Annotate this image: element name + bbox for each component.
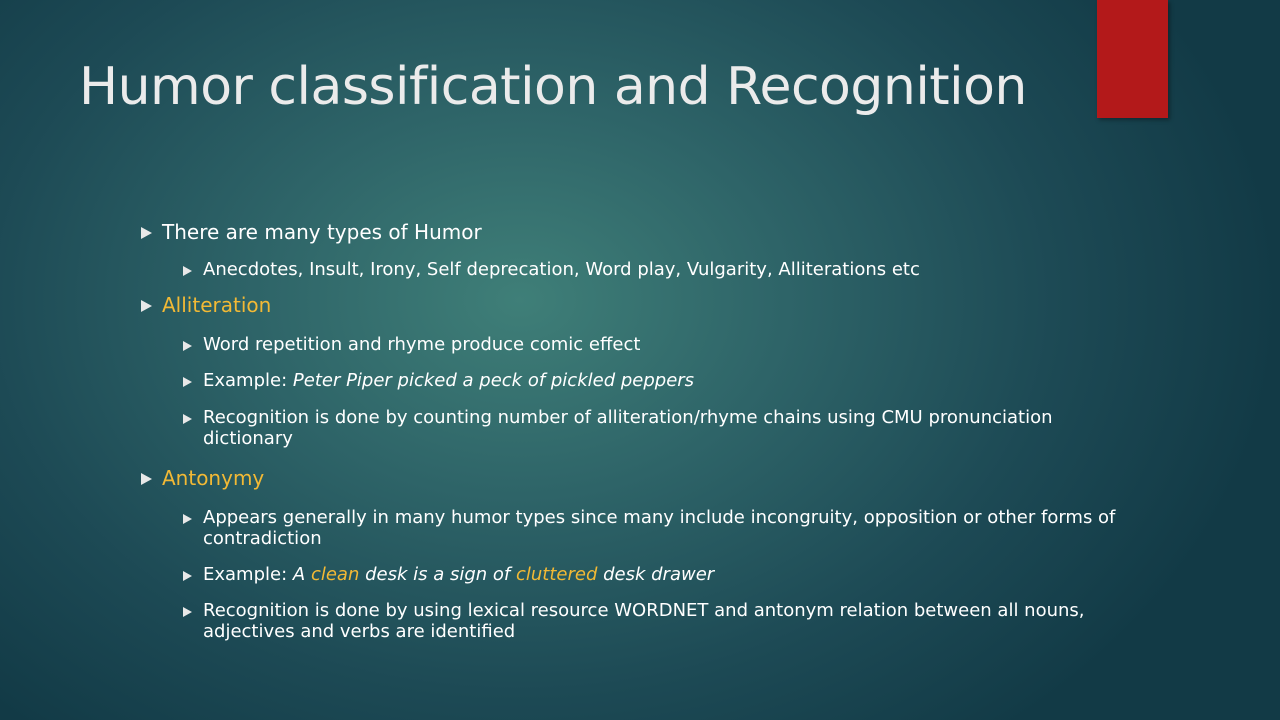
bullet-arrow-icon — [183, 414, 192, 424]
bullet-humor-types — [141, 219, 482, 245]
bullet-alliteration — [141, 292, 271, 318]
bullet-arrow-icon — [183, 341, 192, 351]
bullet-text: Recognition is done by using lexical resource WORDNET and antonym relation between all nouns, adjectives and verbs are identified — [203, 600, 1085, 642]
sub-bullet-humor-list — [183, 259, 1143, 280]
example-part: desk is a sign of — [359, 564, 516, 585]
bullet-arrow-icon — [183, 377, 192, 387]
bullet-text — [203, 370, 694, 391]
example-prefix: Example: — [203, 564, 293, 585]
example-sentence: Peter Piper picked a peck of pickled peppers — [292, 370, 695, 391]
slide-title: Humor classification and Recognition — [79, 57, 1027, 117]
sub-bullet-alliteration-recognition — [183, 407, 1143, 449]
sub-bullet-antonymy-example — [183, 564, 1143, 585]
bullet-antonymy — [141, 465, 264, 491]
bullet-text — [203, 564, 714, 585]
example-part: A — [292, 564, 311, 585]
bullet-arrow-icon — [141, 300, 152, 312]
bullet-text: Appears generally in many humor types since many include incongruity, opposition or other forms of contradiction — [203, 507, 1116, 549]
bullet-text: Word repetition and rhyme produce comic effect — [203, 334, 641, 355]
bullet-text: Anecdotes, Insult, Irony, Self deprecation, Word play, Vulgarity, Alliterations etc — [203, 259, 920, 280]
bullet-text: There are many types of Humor — [162, 220, 482, 244]
sub-bullet-antonymy-recognition — [183, 600, 1143, 642]
example-word-cluttered: cluttered — [515, 564, 598, 585]
example-prefix: Example: — [203, 370, 293, 391]
sub-bullet-alliteration-example — [183, 370, 1143, 391]
example-part: desk drawer — [597, 564, 715, 585]
bullet-arrow-icon — [183, 571, 192, 581]
bullet-arrow-icon — [141, 227, 152, 239]
bullet-text: Recognition is done by counting number of alliteration/rhyme chains using CMU pronunciation dictionary — [203, 407, 1053, 449]
sub-bullet-antonymy-description — [183, 507, 1143, 549]
example-word-clean: clean — [310, 564, 360, 585]
bullet-arrow-icon — [183, 607, 192, 617]
bullet-heading: Alliteration — [162, 293, 272, 317]
bullet-arrow-icon — [183, 514, 192, 524]
sub-bullet-word-repetition — [183, 334, 1143, 355]
bullet-arrow-icon — [141, 473, 152, 485]
bullet-heading: Antonymy — [162, 466, 265, 490]
bullet-arrow-icon — [183, 266, 192, 276]
